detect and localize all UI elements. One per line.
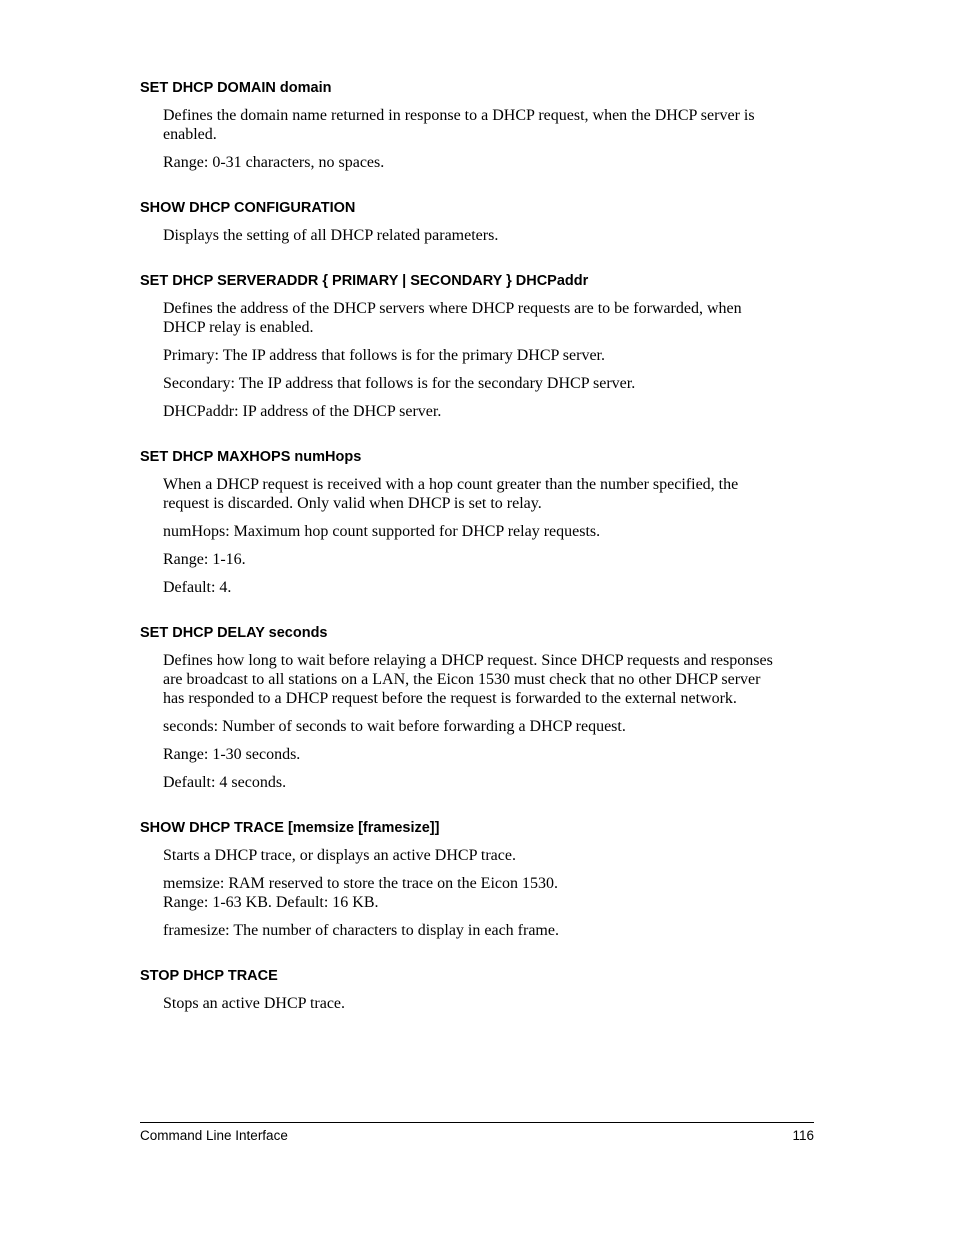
section-spacer bbox=[140, 181, 830, 199]
paragraph-line: Range: 0-31 characters, no spaces. bbox=[163, 154, 385, 171]
command-section bbox=[140, 624, 830, 792]
paragraph-line: Range: 1-30 seconds. bbox=[163, 746, 301, 763]
description-paragraph bbox=[163, 522, 823, 541]
command-heading: SHOW DHCP CONFIGURATION bbox=[140, 200, 356, 216]
section-spacer bbox=[140, 430, 830, 448]
description-paragraph bbox=[163, 226, 823, 245]
description-paragraph bbox=[163, 153, 823, 172]
paragraph-line: DHCP relay is enabled. bbox=[163, 319, 314, 336]
description-paragraph bbox=[163, 550, 823, 569]
description-paragraph bbox=[163, 299, 823, 337]
command-heading: SET DHCP SERVERADDR { PRIMARY | SECONDARY } DHCPaddr bbox=[140, 273, 589, 289]
description-paragraph bbox=[163, 717, 823, 736]
command-heading: SET DHCP DELAY seconds bbox=[140, 625, 328, 641]
command-heading: SET DHCP MAXHOPS numHops bbox=[140, 449, 362, 465]
description-paragraph bbox=[163, 773, 823, 792]
paragraph-line: are broadcast to all stations on a LAN, the Eicon 1530 must check that no other DHCP server bbox=[163, 671, 761, 688]
page-number: 116 bbox=[792, 1128, 814, 1143]
paragraph-line: seconds: Number of seconds to wait before forwarding a DHCP request. bbox=[163, 718, 626, 735]
command-section bbox=[140, 272, 830, 421]
footer-title: Command Line Interface bbox=[140, 1128, 288, 1143]
command-section bbox=[140, 199, 830, 245]
paragraph-line: framesize: The number of characters to display in each frame. bbox=[163, 922, 559, 939]
description-paragraph bbox=[163, 745, 823, 764]
description-paragraph bbox=[163, 106, 823, 144]
paragraph-line: Defines the domain name returned in response to a DHCP request, when the DHCP server is bbox=[163, 107, 755, 124]
section-spacer bbox=[140, 606, 830, 624]
paragraph-line: Defines how long to wait before relaying a DHCP request. Since DHCP requests and responses bbox=[163, 652, 773, 669]
paragraph-line: DHCPaddr: IP address of the DHCP server. bbox=[163, 403, 442, 420]
paragraph-line: Defines the address of the DHCP servers where DHCP requests are to be forwarded, when bbox=[163, 300, 742, 317]
description-paragraph bbox=[163, 874, 823, 912]
paragraph-line: memsize: RAM reserved to store the trace on the Eicon 1530. bbox=[163, 875, 558, 892]
description-paragraph bbox=[163, 346, 823, 365]
section-spacer bbox=[140, 949, 830, 967]
command-heading: STOP DHCP TRACE bbox=[140, 968, 278, 984]
description-paragraph bbox=[163, 921, 823, 940]
paragraph-line: enabled. bbox=[163, 126, 217, 143]
paragraph-line: has responded to a DHCP request before the request is forwarded to the external network. bbox=[163, 690, 737, 707]
command-heading: SET DHCP DOMAIN domain bbox=[140, 80, 332, 96]
paragraph-line: Starts a DHCP trace, or displays an active DHCP trace. bbox=[163, 847, 516, 864]
description-paragraph bbox=[163, 651, 823, 708]
description-paragraph bbox=[163, 475, 823, 513]
section-spacer bbox=[140, 254, 830, 272]
paragraph-line: numHops: Maximum hop count supported for DHCP relay requests. bbox=[163, 523, 601, 540]
command-section bbox=[140, 819, 830, 940]
paragraph-line: Stops an active DHCP trace. bbox=[163, 995, 346, 1012]
description-paragraph bbox=[163, 846, 823, 865]
paragraph-line: Displays the setting of all DHCP related parameters. bbox=[163, 227, 499, 244]
description-paragraph bbox=[163, 994, 823, 1013]
description-paragraph bbox=[163, 402, 823, 421]
paragraph-line: Default: 4 seconds. bbox=[163, 774, 287, 791]
paragraph-line: Default: 4. bbox=[163, 579, 232, 596]
section-spacer bbox=[140, 801, 830, 819]
description-paragraph bbox=[163, 374, 823, 393]
command-section bbox=[140, 448, 830, 597]
paragraph-line: When a DHCP request is received with a hop count greater than the number specified, the bbox=[163, 476, 739, 493]
command-section bbox=[140, 79, 830, 172]
paragraph-line: Range: 1-16. bbox=[163, 551, 246, 568]
document-body bbox=[140, 79, 830, 1022]
paragraph-line: Primary: The IP address that follows is for the primary DHCP server. bbox=[163, 347, 605, 364]
description-paragraph bbox=[163, 578, 823, 597]
command-heading: SHOW DHCP TRACE [memsize [framesize]] bbox=[140, 820, 440, 836]
paragraph-line: request is discarded. Only valid when DHCP is set to relay. bbox=[163, 495, 542, 512]
command-section bbox=[140, 967, 830, 1013]
footer-divider bbox=[140, 1122, 814, 1123]
paragraph-line: Range: 1-63 KB. Default: 16 KB. bbox=[163, 894, 379, 911]
paragraph-line: Secondary: The IP address that follows is for the secondary DHCP server. bbox=[163, 375, 636, 392]
